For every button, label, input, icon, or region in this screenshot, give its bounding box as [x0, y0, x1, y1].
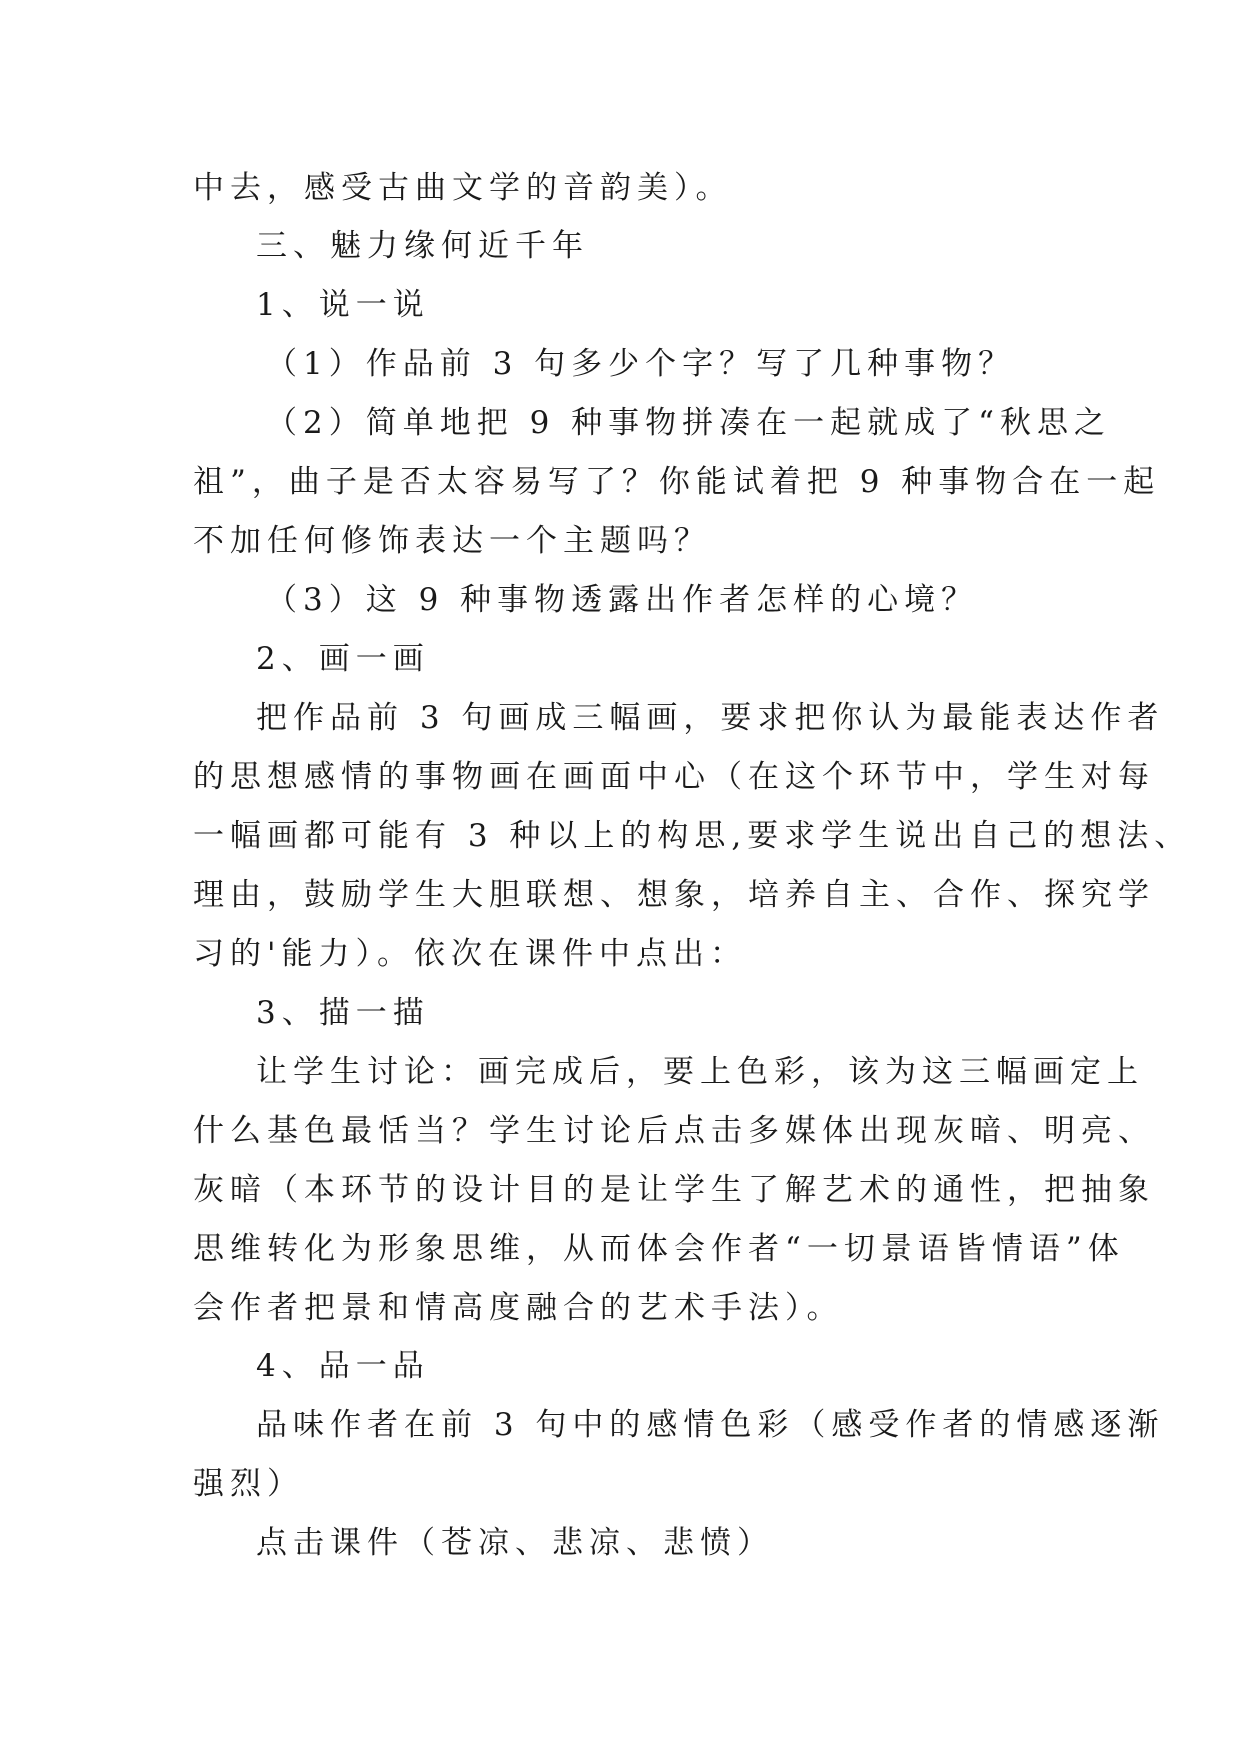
paragraph-line: 的思想感情的事物画在画面中心（在这个环节中，学生对每 — [193, 759, 1155, 795]
paragraph-line: 中去，感受古曲文学的音韵美）。 — [193, 170, 733, 206]
paragraph-line: 一幅画都可能有 3 种以上的构思,要求学生说出自己的想法、 — [193, 818, 1192, 854]
paragraph-line: 习的'能力）。依次在课件中点出： — [193, 936, 748, 972]
paragraph-line: 什么基色最恬当？学生讨论后点击多媒体出现灰暗、明亮、 — [193, 1113, 1155, 1149]
question-item: （2）简单地把 9 种事物拼凑在一起就成了“秋思之 — [266, 405, 1112, 441]
question-item: （1）作品前 3 句多少个字？写了几种事物？ — [266, 346, 1016, 382]
paragraph-line: 灰暗（本环节的设计目的是让学生了解艺术的通性，把抽象 — [193, 1172, 1155, 1208]
paragraph-line: 祖”，曲子是否太容易写了？你能试着把 9 种事物合在一起 — [193, 464, 1161, 500]
subsection-heading: 1、说一说 — [256, 287, 430, 323]
paragraph-line: 点击课件（苍凉、悲凉、悲愤） — [256, 1525, 774, 1561]
paragraph-line: 会作者把景和情高度融合的艺术手法）。 — [193, 1290, 844, 1326]
subsection-heading: 4、品一品 — [256, 1348, 430, 1384]
paragraph-line: 强烈） — [193, 1466, 304, 1502]
paragraph-line: 把作品前 3 句画成三幅画，要求把你认为最能表达作者 — [256, 700, 1165, 736]
subsection-heading: 2、画一画 — [256, 641, 430, 677]
paragraph-line: 思维转化为形象思维，从而体会作者“一切景语皆情语”体 — [193, 1231, 1125, 1267]
question-item: （3）这 9 种事物透露出作者怎样的心境？ — [266, 582, 979, 618]
subsection-heading: 3、描一描 — [256, 995, 430, 1031]
paragraph-line: 理由，鼓励学生大胆联想、想象，培养自主、合作、探究学 — [193, 877, 1155, 913]
section-heading: 三、魅力缘何近千年 — [256, 228, 589, 264]
paragraph-line: 让学生讨论：画完成后，要上色彩，该为这三幅画定上 — [256, 1054, 1144, 1090]
paragraph-line: 品味作者在前 3 句中的感情色彩（感受作者的情感逐渐 — [256, 1407, 1165, 1443]
paragraph-line: 不加任何修饰表达一个主题吗？ — [193, 523, 711, 559]
